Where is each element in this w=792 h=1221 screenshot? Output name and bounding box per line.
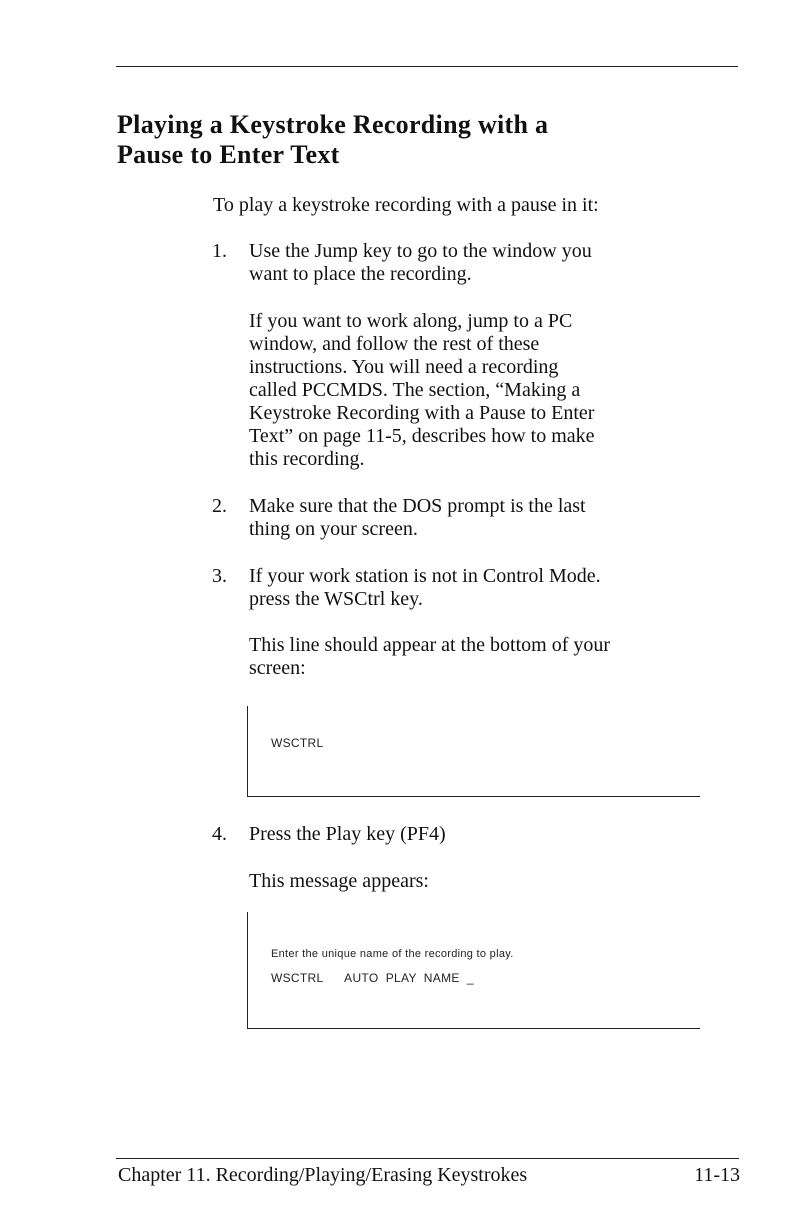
step-line: want to place the recording.: [249, 263, 472, 285]
note-line: instructions. You will need a recording: [249, 356, 559, 378]
note-line: this recording.: [249, 448, 365, 470]
step-line: press the WSCtrl key.: [249, 588, 423, 610]
footer-rule: [116, 1158, 739, 1159]
note-line: This line should appear at the bottom of your: [249, 634, 611, 656]
section-title-line-2: Pause to Enter Text: [117, 140, 340, 169]
intro-paragraph: To play a keystroke recording with a pause in it:: [213, 194, 599, 216]
step-text: [249, 823, 739, 846]
step-line: If your work station is not in Control Mode.: [249, 565, 601, 587]
step-number: 3.: [212, 565, 227, 587]
note-line: screen:: [249, 657, 306, 679]
screen-text-line: Enter the unique name of the recording to play.: [271, 948, 514, 960]
screen-sample-control-line: [247, 706, 700, 797]
screen-sample-play-prompt: [247, 912, 700, 1029]
step-line: Press the Play key (PF4): [249, 823, 446, 845]
header-rule: [116, 66, 738, 67]
footer-chapter-title: Chapter 11. Recording/Playing/Erasing Keystrokes: [118, 1164, 528, 1186]
step-text: [249, 495, 739, 541]
step-line: Make sure that the DOS prompt is the last: [249, 495, 586, 517]
note-line: Text” on page 11-5, describes how to make: [249, 425, 595, 447]
note-line: window, and follow the rest of these: [249, 333, 540, 355]
note-line: called PCCMDS. The section, “Making a: [249, 379, 581, 401]
step-3-note: [249, 634, 739, 680]
step-line: Use the Jump key to go to the window you: [249, 240, 592, 262]
note-line: This message appears:: [249, 870, 429, 892]
footer-page-number: 11-13: [694, 1164, 740, 1186]
step-text: [249, 565, 739, 611]
step-text: [249, 240, 739, 286]
note-line: Keystroke Recording with a Pause to Enter: [249, 402, 595, 424]
step-4-note: [249, 870, 739, 893]
step-1-note: [249, 310, 739, 471]
step-line: thing on your screen.: [249, 518, 418, 540]
section-title: [117, 110, 737, 170]
step-number: 4.: [212, 823, 227, 845]
note-line: If you want to work along, jump to a PC: [249, 310, 573, 332]
screen-text-line: WSCTRL: [271, 736, 324, 750]
section-title-line-1: Playing a Keystroke Recording with a: [117, 110, 549, 139]
screen-text-line: WSCTRL AUTO PLAY NAME _: [271, 971, 474, 985]
step-number: 2.: [212, 495, 227, 517]
step-number: 1.: [212, 240, 227, 262]
